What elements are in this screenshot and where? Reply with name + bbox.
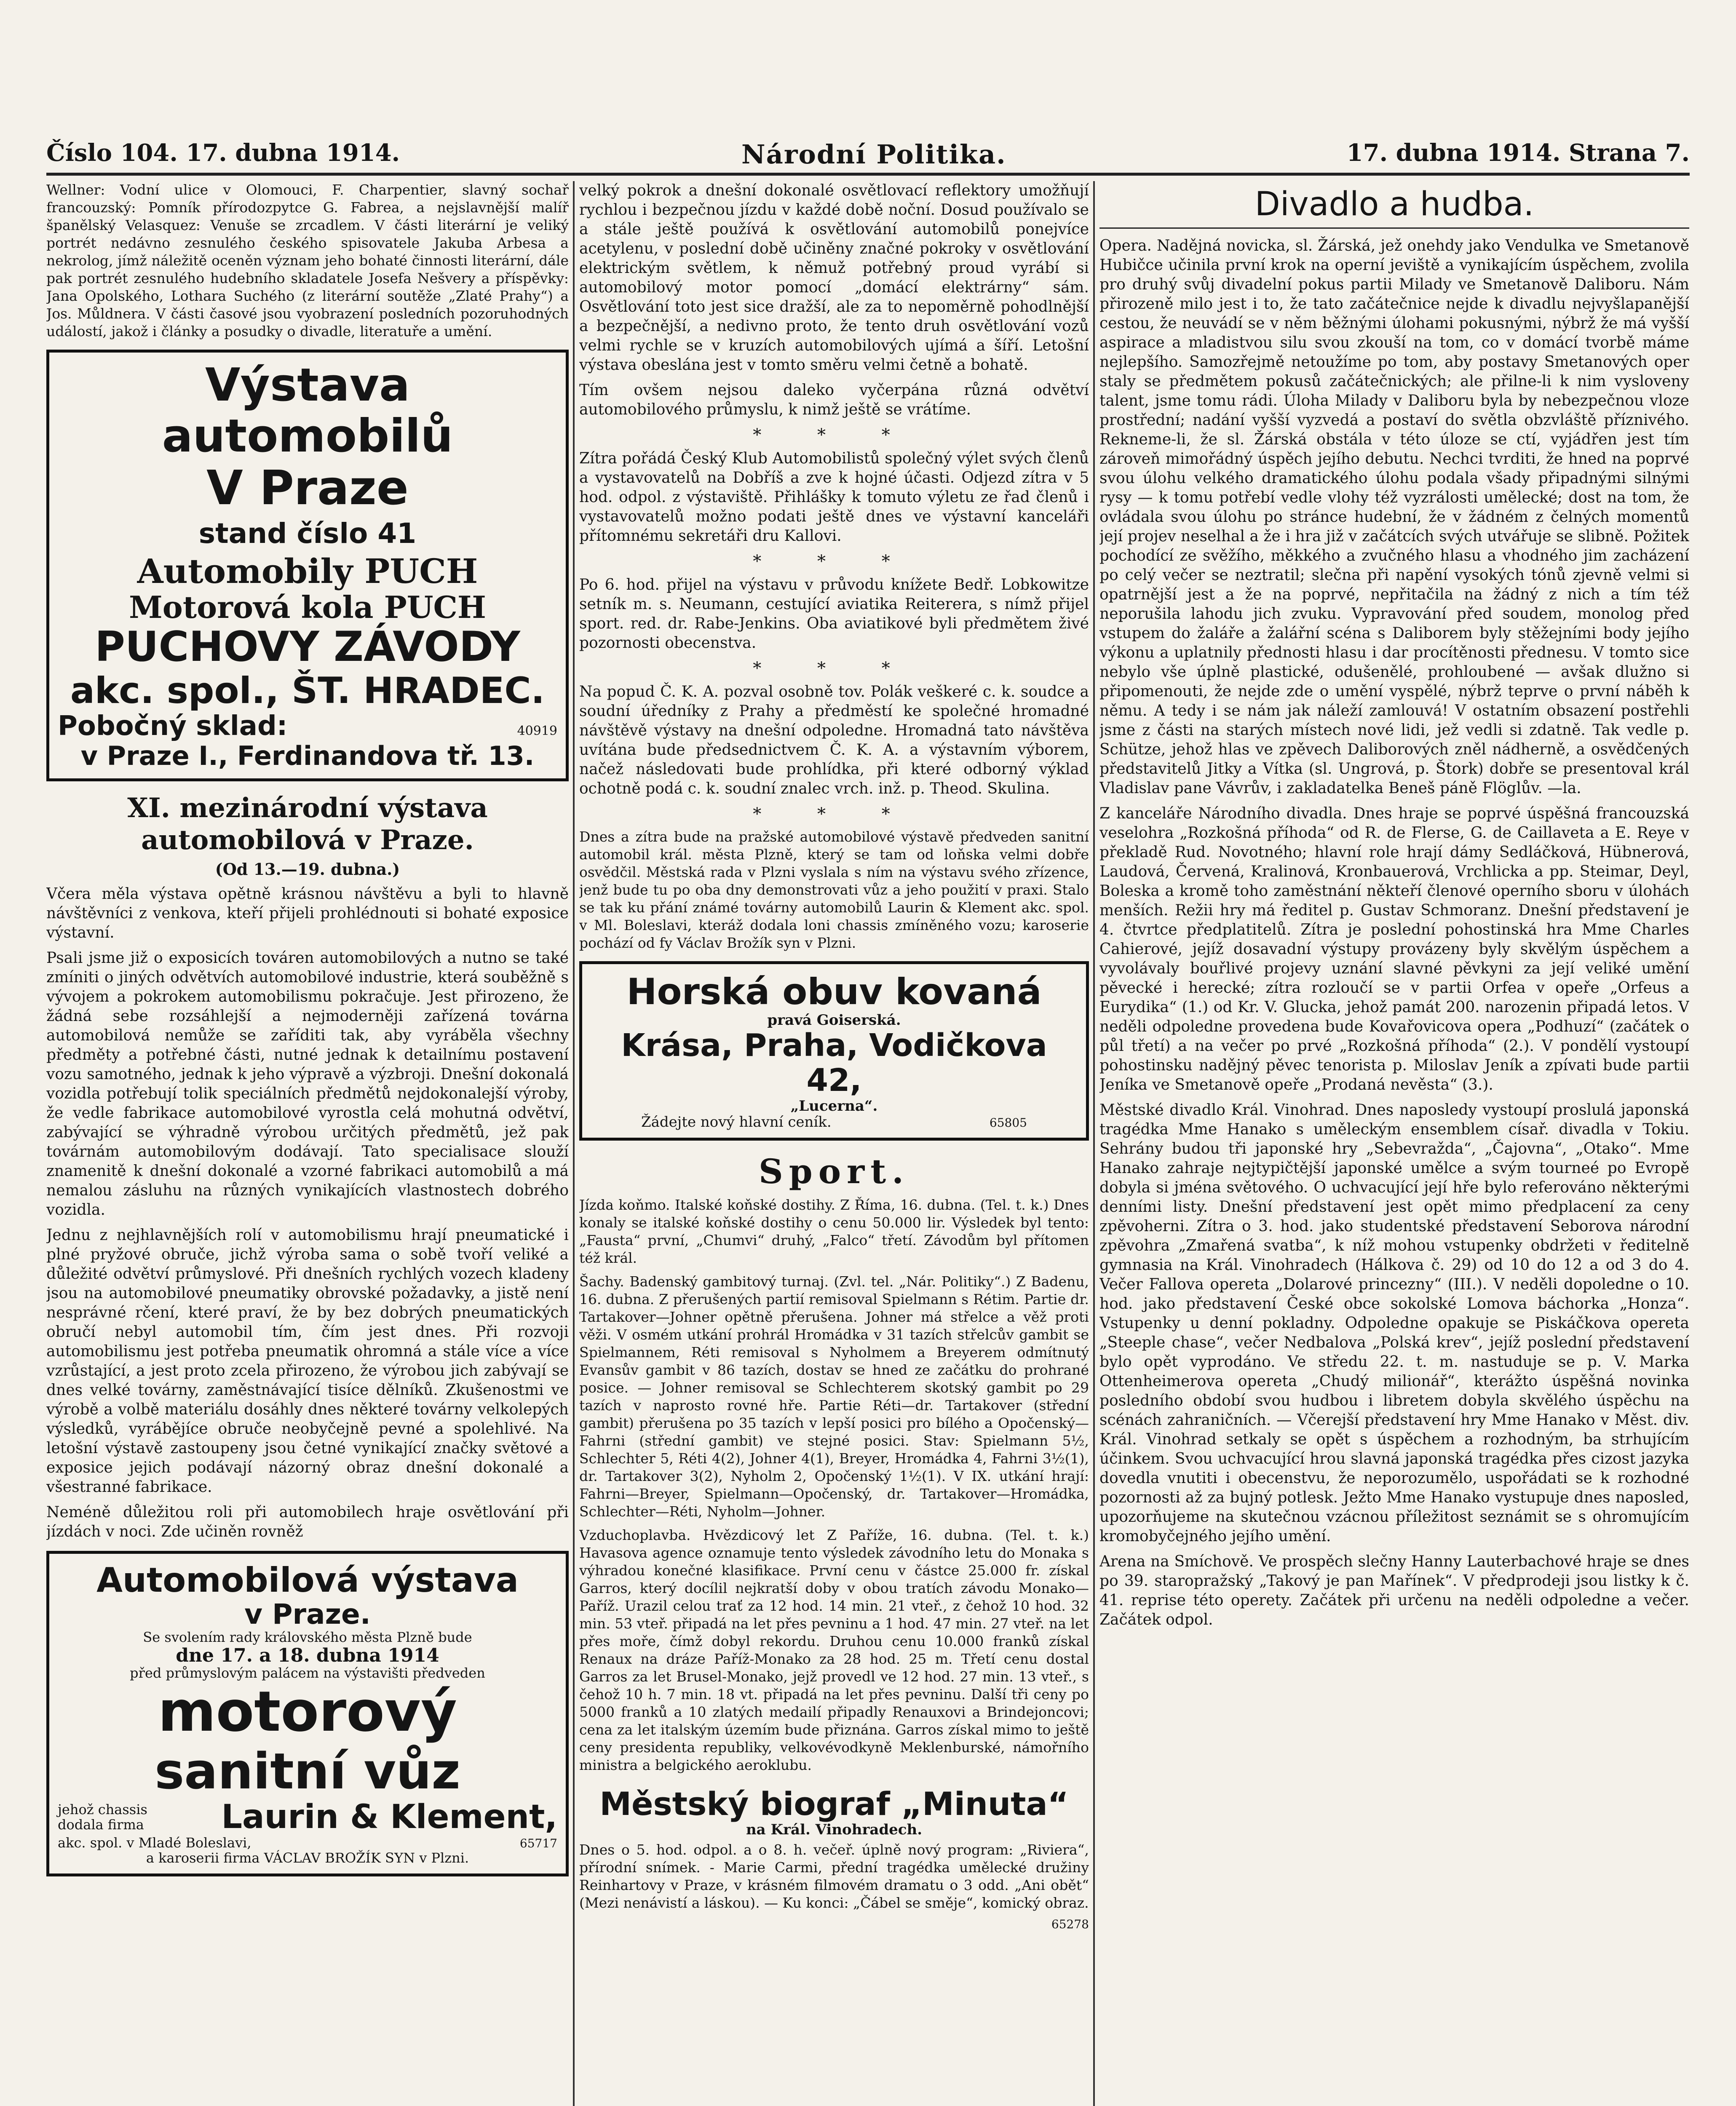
sport-section-title: Sport. xyxy=(758,1152,910,1192)
puch-advertisement xyxy=(46,350,569,781)
ad-boots-type: pravá Goiserská. xyxy=(767,1012,901,1029)
theatre-smichov-arena: Arena na Smíchově. Ve prospěch slečny Hanny Lauterbachové hraje se dnes po 39. staropražský „Takový je pan Mařínek“. V předprodeji jsou listky k č. 41. reprise této operety. Začátek při určenu na neděli odpoledne a večer. Začátek odpol. xyxy=(1099,1553,1689,1628)
theatre-opera-review: Opera. Nadějná novicka, sl. Žárská, jež onehdy jako Vendulka ve Smetanově Hubičce učinila první krok na operní jeviště a vynikajícím úspěchem, zvolila pro druhý svůj divadelní pokus partii Milady ve Smetanově Daliboru. Nám přirozeně milo jest i to, že tato začátečnice nejde k divadlu nejvyšlapanější cestou, že neuvádí se v něm běžnými úlohami pokusnými, nýbrž že má vyšší aspirace a mladistvou silu svou zkouší na tom, co v domácí tvorbě máme nejlepšího. Samozřejmě netoužíme po tom, aby postavy Smetanových oper staly se předmětem pokusů začátečnických; ale přilne-li k nim vysloveny talent, jsme tomu rádi. Úloha Milady v Daliboru byla by nebezpečnou vloze prostřední; nadání vyšší vyzvedá a postaví do světla obzvláště příznivého. Rekneme-li, že sl. Žárská obstála v této úloze se ctí, vyjádřen jest tím zároveň mimořádný úspěch jejího debutu. Nechci tvrditi, že hned na poprvé svou úlohu velkého dramatického úlohu podala všady připadnými silnými rysy — k tomu potřebí vedle vlohy též vyzrálosti umělecké; dost na tom, že ovládala svou úlohu po stránce hudební, že v žádném z čelných momentů její projev neselhal a že i hra již v začátcích svých utvářuje se slibně. Požitek pochodící ze svěžího, měkkého a zvučného hlasu a vhodného jim zacházení po celý večer se neztratil; slečna při napění vysokých tónů zjevně velmi si opatrnější jest a že na poprvé, nepřitačila na žádný z nich a tím též neporušila lahodu jich zvuku. Vypravování před soudem, monolog před vstupem do žaláře a žalářní scéna s Daliborem byly stěžejními body jejího výkonu a uplatnily přednosti hlasu i dar procítěnosti přednesu. V tomto sice nebylo vše úplně plastické, odušenělé, prohloubené — avšak dlužno si připomenouti, že nejde zde o umění vyspělé, nýbrž teprve o první náběh k němu. A tedy i se nám jak náleží zamlouvá! V ostatním obsazení postřehli jsme z části na starých místech nové lidi, jež vedli si zdatně. Tak vedle p. Schütze, jehož hlas ve zpěvech Daliborových zněl nádherně, a osvědčených představitelů Jitky a Vítka (sl. Ungrová, p. Štork) dobře se presentoval král Vladislav pane Vávrův, i zakladatelka Beneš páně Flöglův. —la. xyxy=(1099,237,1689,797)
boots-advertisement xyxy=(579,961,1089,1141)
section-separator: * * * xyxy=(753,659,915,678)
ad-boots-number: 65805 xyxy=(989,1116,1027,1130)
ad-puch-works: PUCHOVY ZÁVODY xyxy=(95,623,520,671)
section-separator: * * * xyxy=(753,425,915,445)
sport-aviation: Vzduchoplavba. Hvězdicový let Z Paříže, 16. dubna. (Tel. t. k.) Havasova agence oznamuje tento výsledek závodního letu do Monaka s výhradou konečné klasifikace. První cenu v částce 25.000 fr. získal Garros, který docílil nejkratší doby v obou tratích závodu Monako—Paříž. Urazil celou trať za 12 hod. 14 min. 21 vteř., z čehož 10 hod. 32 min. 53 vteř. připadá na let přes pevninu a 1 hod. 47 min. 27 vteř. na let přes moře, čímž dobyl rekordu. Druhou cenu 10.000 franků získal Renaux na dráze Paříž-Monako za 28 hod. 25 m. Třetí cenu dostal Garros za let Brusel-Monako, jejž provedl ve 12 hod. 27 min. 13 vteř., s čehož 10 h. 7 min. 18 vt. připadá na let přes pevninu. Další tři ceny po 5000 franků a 10 zlatých medailí připadly Renauxovi a Brindejoncovi; cena za let italským územím bude přiznána. Garros získal mimo to ještě ceny presidenta republiky, velkovévodkyně Meklenburské, námořního ministra a belgického aeroklubu. xyxy=(579,1527,1089,1774)
ad-amb-motor: motorový xyxy=(158,1679,457,1745)
ad-amb-vehicle: sanitní vůz xyxy=(155,1742,460,1800)
ad-puch-number: 40919 xyxy=(517,723,557,738)
theatre-national-news: Z kanceláře Národního divadla. Dnes hraje se poprvé úspěšná francouzská veselohra „Rozkošná příhoda“ od R. de Flerse, G. de Caillaveta a E. Reye v překladě Rud. Novotného; hlavní role hrají dámy Sedláčková, Hübnerová, Laudová, Červená, Kralinová, Kronbauerová, Vrchlicka a pp. Steimar, Deyl, Boleska a kromě toho zaměstnání někteří členové operního sboru v úlohách menších. Režii hry má ředitel p. Gustav Schmoranz. Dnešní představení je 4. čtvrtce předplatitelů. Zítra je poslední pohostinská hra Mme Charles Cahierové, jejíž dosavadní výstupy provázeny byly skvělým úspěchem a vyvolávaly bouřlivé projevy uznání slavné pěvkyni za její veliké umění pěvecké i herecké; zítra rozloučí se v partii Orfea v opeře „Orfeus a Eurydika“ (1.) od Kr. V. Glucka, jehož památ 200. narozenin připadá letos. V neděli odpoledne provedena bude Kovařovicova opera „Podhuzí“ (začátek o půl třetí) a na večer po prvé „Rozkošná příhoda“ (2.). V pondělí vystoupí pohostinsku nadějný pěvec tenorista p. Miloslav Jeník a zpívati bude partii Jeníka ve Smetanově opeře „Prodaná nevěsta“ (3.). xyxy=(1099,805,1689,1093)
ad-cinema-title: Městský biograf „Minuta“ xyxy=(599,1785,1069,1823)
ad-amb-location: před průmyslovým palácem na výstavišti předveden xyxy=(130,1665,485,1681)
article-intro-text: Wellner: Vodní ulice v Olomouci, F. Charpentier, slavný sochař francouzský: Pomník přírodozpytce G. Fabrea, a nejslavnější malíř španělský Velasquez: Venuše se zrcadlem. V části literární je veliký portrét nedávno zesnulého českého spisovatele Jakuba Arbesa a nekrolog, jímž náležitě oceněn význam jeho bohaté činnosti literární, dále pak portrét zesnulého hudebního skladatele Josefa Nešvery a příspěvky: Jana Opolského, Lothara Suchého (z literární soutěže „Zlaté Prahy“) a Jos. Můldnera. V části časové jsou vyobrazení posledních pozoruhodných událostí, jakož i články a posudky o divadle, literatuře a umění. xyxy=(46,182,569,339)
ad-boots-address: Krása, Praha, Vodičkova 42, xyxy=(621,1027,1047,1099)
column-rule-1 xyxy=(573,181,575,2106)
ad-amb-permission: Se svolením rady královského města Plzně bude xyxy=(143,1629,472,1646)
ad-puch-stand: stand číslo 41 xyxy=(198,517,417,550)
sport-chess: Šachy. Badenský gambitový turnaj. (Zvl. tel. „Nár. Politiky“.) Z Badenu, 16. dubna. Z přerušených partií remisoval Spielmann s Rétim. Partie dr. Tartakover—Johner opětně přerušena. Johner má střelce a věž proti věži. V osmém utkání prohrál Hromádka v 31 tazích střelcův gambit se Spielmannem, Réti remisoval s Nyholmem a Breyerem odmítnutý Evansův gambit v 86 tazích, dostav se hned ze začátku do prohrané posice. — Johner remisoval se Schlechterem skotský gambit po 29 tazích v naprosto rovné hře. Partie Réti—dr. Tartakover (střední gambit) přerušena po 35 tazích v lepší posici pro bílého a Opočenský—Fahrni (střední gambit) ve stejné posici. Stav: Spielmann 5½, Schlechter 5, Réti 4(2), Johner 4(1), Breyer, Hromádka 4, Fahrni 3½(1), dr. Tartakover 3(2), Nyholm 2, Opočenský 1½(1). V IX. utkání hrají: Fahrni—Breyer, Spielmann—Opočenský, dr. Tartakover—Hromádka, Schlechter—Réti, Nyholm—Johner. xyxy=(579,1273,1089,1520)
lighting-paragraph: velký pokrok a dnešní dokonalé osvětlovací reflektory umožňují rychlou i bezpečnou jízdu v každé době noční. Dosud používalo se a stále ještě používá k osvětlování automobilů ponejvíce acetylenu, v poslední době učiněny značné pokroky v osvětlování elektrickým světlem, k němuž potřebný proud vyrábí si automobilový motor pomocí „domácí elektrárny“ sám. Osvětlování toto jest sice dražší, ale za to nepoměrně pohodlnější a bezpečnější, a nedivno proto, že tento druh osvětlování vozů velmi rychle se v kruzích automobilových ujímá a šíří. Letošní výstava obeslána jest v tomto směru velmi četně a bohatě. xyxy=(579,182,1089,374)
cinema-advertisement xyxy=(579,1783,1089,1934)
exhibition-paragraph: Psali jsme již o exposicích továren automobilových a nutno se také zmíniti o jiných odvětvích automobilové industrie, která souběžně s vývojem a pokrokem automobilismu pokračuje. Jest přirozeno, že žádná sebe rozsáhlejší a nejmoderněji zařízená továrna automobilová nemůže se zaříditi tak, aby vyráběla všechny předměty a potřebné části, nutné jednak k detailnímu postavení vozu samotného, jednak k jeho výpravě a výzbroji. Dnešní dokonalá vozidla potřebují tolik speciálních předmětů nejdokonalejší výroby, že vedle fabrikace automobilové vyrostla celá mohutná odvětví, zabývající se výhradně výrobou určitých předmětů, jež pak továrnám automobilovým dodávají. Tato specialisace slouží znamenitě k dnešní dokonalé a vzorné fabrikaci automobilů a má nemalou zásluhu na různých vynikajících vlastnostech dobrého vozidla. xyxy=(46,949,569,1219)
ad-amb-title: Automobilová výstava xyxy=(96,1560,519,1600)
ad-boots-catalog: Žádejte nový hlavní ceník. xyxy=(641,1114,832,1131)
header-date-page: 17. dubna 1914. Strana 7. xyxy=(1346,139,1690,167)
column-middle xyxy=(579,181,1089,2106)
ad-cinema-location: na Král. Vinohradech. xyxy=(746,1821,923,1839)
column-left xyxy=(46,181,569,2106)
visit-paragraph: Po 6. hod. přijel na výstavu v průvodu knížete Bedř. Lobkowitze setník m. s. Neumann, cestující aviatika Reiterera, s nímž přijel sport. red. dr. Rabe-Jenkins. Oba aviatikové byli předmětem živé pozornosti obecenstva. xyxy=(579,576,1089,652)
ad-puch-motorbikes: Motorová kola PUCH xyxy=(129,589,486,625)
column-right xyxy=(1099,181,1689,2106)
header-issue: Číslo 104. 17. dubna 1914. xyxy=(46,139,400,167)
exhibition-paragraph: Neméně důležitou roli při automobilech hraje osvětlování při jízdách v noci. Zde učiněn rovněž xyxy=(46,1503,569,1540)
section-separator: * * * xyxy=(753,552,915,571)
ad-puch-company: akc. spol., ŠT. HRADEC. xyxy=(70,670,545,712)
exhibition-dates: (Od 13.—19. dubna.) xyxy=(215,859,400,879)
ambulance-advertisement xyxy=(46,1551,569,1876)
ad-puch-city: V Praze xyxy=(206,460,409,516)
exhibition-paragraph: Včera měla výstava opětně krásnou návštěvu a byli to hlavně návštěvníci z venkova, kteří přijeli prohlédnouti si bohaté exposice výstavní. xyxy=(46,885,569,941)
theatre-vinohrady-news: Městské divadlo Král. Vinohrad. Dnes naposledy vystoupí proslulá japonská tragédka Mme Hanako s uměleckým ensemblem císař. divadla v Tokiu. Sehrány budou tři japonské hry „Sebevražda“, „Čajovna“, „Otako“. Mme Hanako zahraje nejtypičtější japonské umělce a svým tourneé po Evropě dobyla si jména světového. O uchvacující její hře bylo referováno některými denními listy. Dnešní představení jest opět mimo předplacení za ceny zpěvohernі. Zítra o 3. hod. jako studentské představení Seborova národní zpěvohra „Zmařená svatba“, k níž mohou vstupenky obdržeti v ředitelně gymnasia na Král. Vinohradech (Hálkova č. 29) od 10 do 12 a od 3 do 4. Večer Fallova opereta „Dolarové princezny“ (III.). V neděli dopoledne o 10. hod. jako představení České obce sokolské Lomova báchorka „Honza“. Vstupenky u denní pokladny. Odpoledne opakuje se Piskáčkova opereta „Steeple chase“, večer Nedbalova „Polská krev“, jejíž poslední představení bylo opět vyprodáno. Ve středu 22. t. m. nastuduje se p. V. Marka Ottenheimerova opereta „Chudý milionář“, kterážto úspěšná novinka posledního období svou hudbou i libretem dobyla skvělého úspěchu na scénách zahraničních. — Včerejší představení hry Mme Hanako v Měst. div. Král. Vinohrad setkaly se opět s úspěchem a rozhodným, ba strhujícím účinkem. Svou uchvacující hrou slavná japonská tragédka přes cizost jazyka dovedla vnutiti i obecenstvu, že neporozumělo, uspořádati se k rozhodné pozornosti až za bujný potlesk. Ježto Mme Hanako vystupuje dnes naposled, upozorňujeme na skutečnou vzácnou příležitost seznámit se s ohromujícím kromobyčejného jejího umění. xyxy=(1099,1101,1689,1545)
lighting-paragraph: Tím ovšem nejsou daleko vyčerpána různá odvětví automobilového průmyslu, k nimž ještě se vrátíme. xyxy=(579,382,1089,418)
ad-amb-maker-location: akc. spol. v Mladé Boleslavi, xyxy=(58,1835,251,1851)
column-rule-2 xyxy=(1093,181,1095,2106)
theatre-section-title: Divadlo a hudba. xyxy=(1099,185,1689,229)
ad-cinema-number: 65278 xyxy=(1051,1917,1089,1932)
section-separator: * * * xyxy=(753,804,915,824)
sport-horse-racing: Jízda koňmo. Italské koňské dostihy. Z Říma, 16. dubna. (Tel. t. k.) Dnes konaly se italské koňské dostihy o cenu 50.000 lir. Výsledek byl tento: „Fausta“ první, „Chumvi“ druhý, „Falco“ třetí. Závodům byl přítomen též král. xyxy=(579,1197,1089,1267)
ambulance-paragraph: Dnes a zítra bude na pražské automobilové výstavě předveden sanitní automobil král. města Plzně, který se tam od loňska velmi dobře osvědčil. Městská rada v Plzni vyslala s ním na výstavu svého zřízence, jenž bude tu po oba dny demonstrovati vůz a jeho použití v praxi. Stalo se tak ku přání známé továrny automobilů Laurin & Klement akc. spol. v Ml. Boleslavi, kteráž dodala loni chassis zmíněného vozu; karoserie pochází od fy Václav Brožík syn v Plzni. xyxy=(579,829,1089,951)
judges-visit-paragraph: Na popud Č. K. A. pozval osobně tov. Polák veškeré c. k. soudce a soudní úředníky z Prahy a předměstí ke společné hromadné návštěvě výstavy na dnešní odpoledne. Hromadná tato návštěva uvítána bude předsednictvem Č. K. A. a výstavním výborem, načež následovati bude prohlídka, při které odborný výklad ochotně podá c. k. soudní znalec vrch. inž. p. Theod. Skulina. xyxy=(579,683,1089,797)
ad-boots-lucerna: „Lucerna“. xyxy=(790,1098,878,1115)
ad-amb-number: 65717 xyxy=(519,1836,557,1851)
ad-amb-city: v Praze. xyxy=(244,1598,371,1631)
ad-puch-title: Výstava automobilů xyxy=(162,359,453,462)
header-masthead: Národní Politika. xyxy=(741,139,1006,170)
ad-puch-address: v Praze I., Ferdinandova tř. 13. xyxy=(80,740,535,772)
ad-boots-title: Horská obuv kovaná xyxy=(626,971,1042,1013)
ad-amb-dates: dne 17. a 18. dubna 1914 xyxy=(176,1644,439,1666)
ad-amb-body-maker: a karoserii firma VÁCLAV BROŽÍK SYN v Plzni. xyxy=(146,1850,469,1866)
ad-cinema-program: Dnes o 5. hod. odpol. a o 8. h. večeř. úplně nový program: „Riviera“, přírodní snímek. - Marie Carmi, přední tragédka umělecké družiny Reinhartovy v Praze, v krásném filmovém dramatu o 3 odd. „Ani obět“ (Mezi nenávistí a láskou). — Ku konci: „Čábel se směje“, komický obraz. xyxy=(579,1841,1089,1911)
club-trip-paragraph: Zítra pořádá Český Klub Automobilistů společný výlet svých členů a vystavovatelů na Dobříš a zve k hojné účasti. Odjezd zítra v 5 hod. odpol. z výstaviště. Přihlášky k tomuto výletu ze řad členů i vystavovatelů možno podati ještě dnes ve výstavní kanceláři přítomnému sekretáři dru Kallovi. xyxy=(579,450,1089,545)
exhibition-paragraph: Jednu z nejhlavnějších rolí v automobilismu hrají pneumatické i plné pryžové obruče, jichž výroba sama o sobě tvoří veliké a důležité odvětví průmyslové. Při dnešních rychlých vozech kladeny jsou na automobilové pneumatiky obrovské požadavky, a jistě není nesprávné rčení, které praví, že by bez dobrých pneumatických obručí nebyl automobil tím, čím jest dnes. Při rozvoji automobilismu jest potřeba pneumatik ohromná a stále více a více vzrůstající, a jest proto zcela přirozeno, že výrobou jich zabývají se dnes velké továrny, zaměstnávající tisíce dělníků. Zkušenostmi ve výrobě a volbě materiálu dosáhly dnes některé továrny velkolepých výsledků, vyrábějíce obruče neobyčejně pevné a spolehlivé. Na letošní výstavě zastoupeny jsou četné vynikající značky světové a exposice jejich podávají názorný obraz dnešní dokonalé a všestranné fabrikace. xyxy=(46,1226,569,1496)
page-header xyxy=(46,135,1690,176)
ad-amb-maker: Laurin & Klement, xyxy=(221,1798,557,1836)
ad-amb-chassis-label: jehož chassis dodala firma xyxy=(58,1801,147,1833)
exhibition-headline: XI. mezinárodní výstava automobilová v Praze. xyxy=(127,792,488,856)
ad-puch-cars: Automobily PUCH xyxy=(137,551,478,591)
ad-puch-branch-label: Pobočný sklad: xyxy=(58,710,288,742)
